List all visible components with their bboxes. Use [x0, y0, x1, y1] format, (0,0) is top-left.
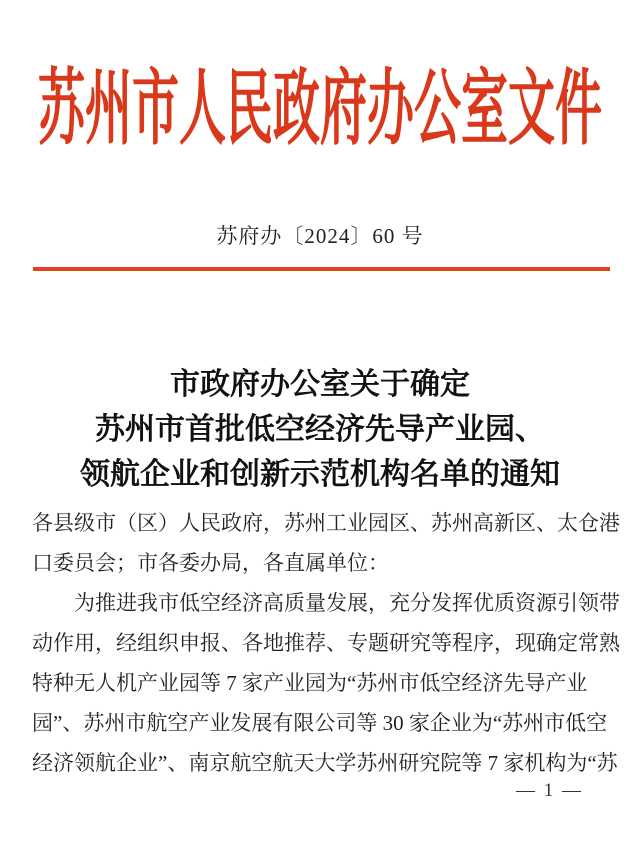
paragraph-line-4: 园”、苏州市航空产业发展有限公司等 30 家企业为“苏州市低空: [32, 711, 608, 735]
salutation-line-1: 各县级市（区）人民政府，苏州工业园区、苏州高新区、太仓港: [32, 511, 620, 535]
body-text: [32, 503, 620, 783]
notice-title-line-3: 领航企业和创新示范机构名单的通知: [80, 458, 560, 491]
notice-title-line-1: 市政府办公室关于确定: [170, 368, 470, 401]
paragraph-line-1: 为推进我市低空经济高质量发展，充分发挥优质资源引领带: [74, 591, 620, 615]
page-number: — 1 —: [516, 780, 583, 801]
document-number: 苏府办〔2024〕60 号: [216, 224, 424, 248]
salutation-line-2: 口委员会；市各委办局，各直属单位：: [32, 551, 389, 575]
red-header-title: [0, 64, 640, 156]
notice-title-line-2: 苏州市首批低空经济先导产业园、: [95, 413, 545, 446]
paragraph-line-2: 动作用，经组织申报、各地推荐、专题研究等程序，现确定常熟: [32, 631, 620, 655]
paragraph-line-5: 经济领航企业”、南京航空航天大学苏州研究院等 7 家机构为“苏: [32, 751, 618, 775]
red-divider-line: [33, 267, 610, 271]
paragraph-line-3: 特种无人机产业园等 7 家产业园为“苏州市低空经济先导产业: [32, 671, 588, 695]
red-header-title-text: 苏州市人民政府办公室文件: [38, 64, 602, 156]
notice-title: [0, 362, 640, 497]
